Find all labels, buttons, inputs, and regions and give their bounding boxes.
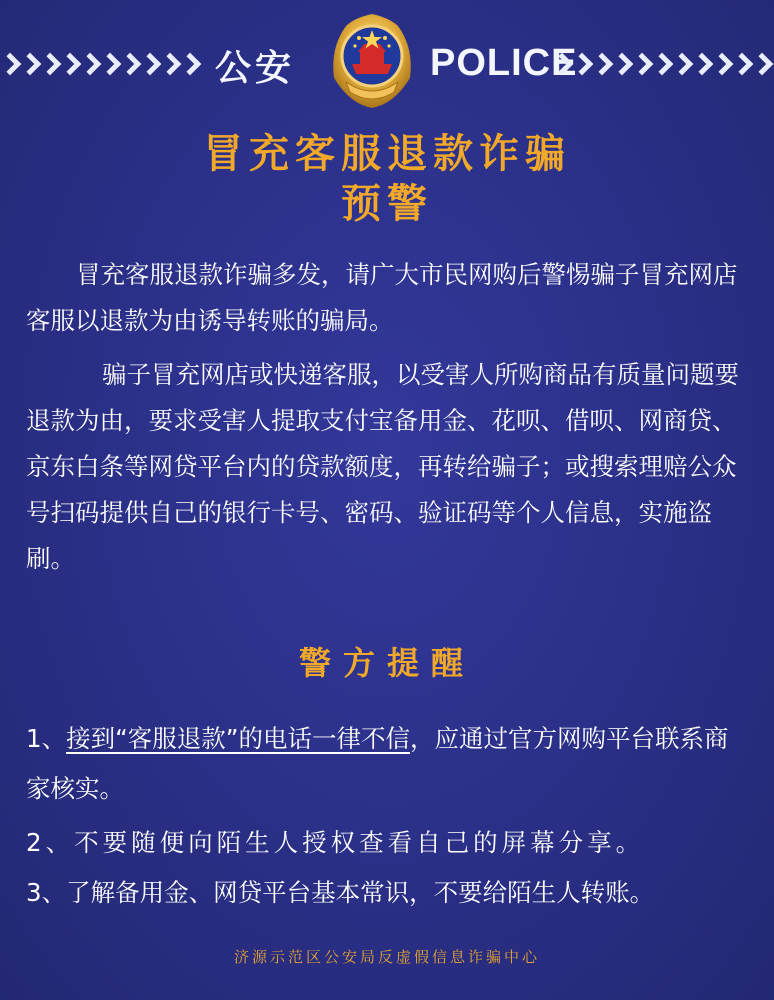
- header-chinese-label: 公安: [215, 48, 296, 89]
- header-english-label: POLICE: [430, 42, 578, 84]
- right-chevron-stripe: [552, 52, 770, 78]
- reminder-title: 警方提醒: [298, 644, 475, 682]
- tip-1-underlined: 接到“客服退款”的电话一律不信: [66, 724, 410, 753]
- tip-2: 2、不要随便向陌生人授权查看自己的屏幕分享。: [26, 828, 645, 857]
- police-header: [0, 0, 774, 130]
- paragraph-intro: 冒充客服退款诈骗多发，请广大市民网购后警惕骗子冒充网店客服以退款为由诱导转账的骗局。: [26, 260, 738, 335]
- title-line-1: 冒充客服退款诈骗: [203, 131, 571, 177]
- paragraph-detail: 骗子冒充网店或快递客服，以受害人所购商品有质量问题要退款为由，要求受害人提取支付宝备用金、花呗、借呗、网商贷、京东白条等网贷平台内的贷款额度，再转给骗子；或搜索理赔公众号扫码提供自己的银行卡号、密码、验证码等个人信息，实施盗刷。: [26, 360, 739, 573]
- tip-1: [26, 714, 746, 814]
- tip-1-number: 1、: [26, 724, 67, 753]
- tip-1-rest: ，应通过官方网购平台联系商家核实。: [26, 724, 729, 803]
- title-line-2: 预警: [341, 181, 433, 227]
- left-chevron-stripe: [0, 52, 198, 78]
- footer-organization: 济源示范区公安局反虚假信息诈骗中心: [233, 948, 540, 966]
- tip-3: 3、了解备用金、网贷平台基本常识，不要给陌生人转账。: [26, 878, 655, 907]
- police-emblem-icon: [324, 8, 420, 112]
